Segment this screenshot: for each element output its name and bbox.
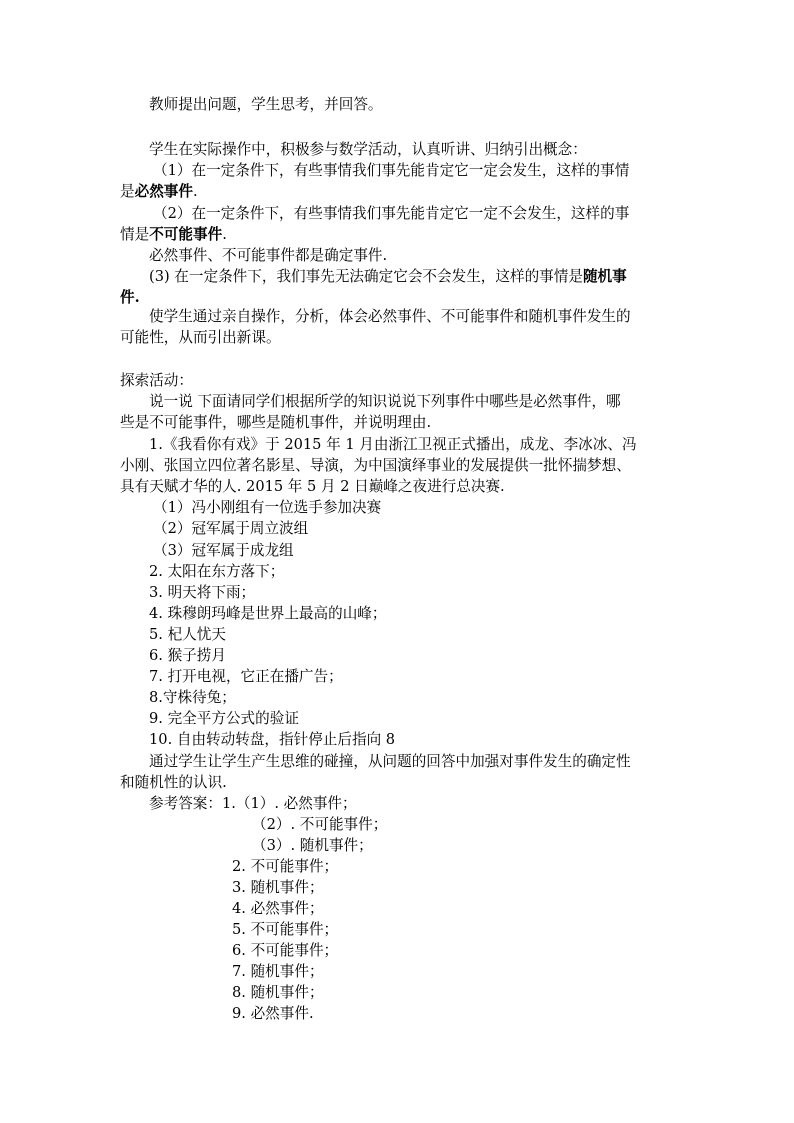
answer-9: 9. 必然事件. xyxy=(232,1005,314,1022)
text: 是 xyxy=(120,183,135,200)
answer-1-2: （2）. 不可能事件； xyxy=(252,816,388,833)
answer-8: 8. 随机事件； xyxy=(232,984,324,1001)
sub-item-2: （2）冠军属于周立波组 xyxy=(153,520,309,537)
answer-4: 4. 必然事件； xyxy=(232,900,324,917)
item-10: 10. 自由转动转盘，指针停止后指向 8 xyxy=(149,731,396,748)
concept-1-line-1: （1）在一定条件下，有些事情我们事先能肯定它一定会发生，这样的事情 xyxy=(153,162,630,179)
say-line-2: 些是不可能事件，哪些是随机事件，并说明理由. xyxy=(120,414,432,431)
concept-3-line-1 xyxy=(149,266,627,287)
item-5: 5. 杞人忧天 xyxy=(149,626,226,643)
section-explore-title: 探索活动： xyxy=(120,372,193,389)
text: (3) 在一定条件下，我们事先无法确定它会不会发生，这样的事情是 xyxy=(149,268,583,285)
item-8: 8.守株待兔； xyxy=(149,689,236,706)
sub-item-3: （3）冠军属于成龙组 xyxy=(153,542,294,559)
item-1-line-2: 小刚、张国立四位著名影星、导演，为中国演绎事业的发展提供一批怀揣梦想、 xyxy=(120,457,631,474)
item-2: 2. 太阳在东方落下； xyxy=(149,563,285,580)
paragraph-through-line-1: 通过学生让学生产生思维的碰撞，从问题的回答中加强对事件发生的确定性 xyxy=(149,753,631,770)
item-9: 9. 完全平方公式的验证 xyxy=(149,710,299,727)
answer-title: 参考答案：1.（1）. 必然事件； xyxy=(149,795,357,812)
text: . xyxy=(193,183,198,200)
concept-1-line-2 xyxy=(120,181,198,202)
term-random-event: 随机事 xyxy=(582,268,627,285)
paragraph-through-line-2: 和随机性的认识. xyxy=(120,774,227,791)
text: 情是 xyxy=(120,226,150,243)
answer-7: 7. 随机事件； xyxy=(232,963,324,980)
answer-3: 3. 随机事件； xyxy=(232,879,324,896)
answer-6: 6. 不可能事件； xyxy=(232,942,339,959)
term-certain-event: 必然事件 xyxy=(134,183,193,200)
item-1-line-1: 1.《我看你有戏》于 2015 年 1 月由浙江卫视正式播出，成龙、李冰冰、冯 xyxy=(149,436,637,453)
text: . xyxy=(222,226,227,243)
item-1-line-3: 具有天赋才华的人. 2015 年 5 月 2 日巅峰之夜进行总决赛. xyxy=(120,478,505,495)
paragraph-student-activity: 学生在实际操作中，积极参与数学活动，认真听讲、归纳引出概念： xyxy=(149,141,587,158)
item-3: 3. 明天将下雨； xyxy=(149,584,256,601)
answer-5: 5. 不可能事件； xyxy=(232,921,339,938)
item-4: 4. 珠穆朗玛峰是世界上最高的山峰； xyxy=(149,605,387,622)
say-line-1: 说一说 下面请同学们根据所学的知识说说下列事件中哪些是必然事件，哪 xyxy=(149,393,621,410)
paragraph-teacher: 教师提出问题，学生思考，并回答。 xyxy=(149,96,383,113)
concept-3-line-2: 件. xyxy=(120,289,140,306)
answer-2: 2. 不可能事件； xyxy=(232,858,339,875)
sub-item-1: （1）冯小刚组有一位选手参加决赛 xyxy=(153,499,382,516)
term-impossible-event: 不可能事件 xyxy=(149,226,223,243)
answer-1-3: （3）. 随机事件； xyxy=(252,837,373,854)
concept-2-line-2 xyxy=(120,224,227,245)
paragraph-purpose-line-1: 使学生通过亲自操作，分析，体会必然事件、不可能事件和随机事件发生的 xyxy=(149,308,631,325)
concept-2-line-1: （2）在一定条件下，有些事情我们事先能肯定它一定不会发生，这样的事 xyxy=(153,205,630,222)
definite-event-line: 必然事件、不可能事件都是确定事件. xyxy=(149,247,388,264)
item-7: 7. 打开电视，它正在播广告； xyxy=(149,668,343,685)
item-6: 6. 猴子捞月 xyxy=(149,647,226,664)
paragraph-purpose-line-2: 可能性，从而引出新课。 xyxy=(120,329,281,346)
